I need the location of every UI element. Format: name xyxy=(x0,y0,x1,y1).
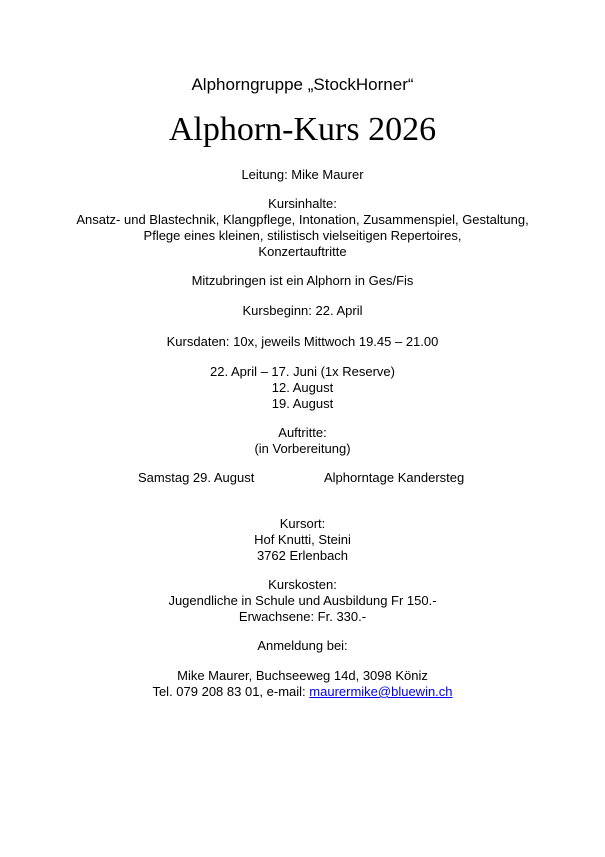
kurskosten-line: Jugendliche in Schule und Ausbildung Fr 150.- xyxy=(168,593,437,608)
kurskosten-heading: Kurskosten: xyxy=(268,577,337,592)
leitung: Leitung: Mike Maurer xyxy=(241,167,364,182)
kursinhalte-heading: Kursinhalte: xyxy=(268,196,337,211)
anmeldung-address: Mike Maurer, Buchseeweg 14d, 3098 Köniz xyxy=(177,668,428,683)
auftritte-note: (in Vorbereitung) xyxy=(254,441,351,456)
group-name: Alphorngruppe „StockHorner“ xyxy=(191,75,414,94)
kursinhalte-line: Ansatz- und Blastechnik, Klangpflege, Intonation, Zusammenspiel, Gestaltung, xyxy=(76,212,529,227)
date-line: 22. April – 17. Juni (1x Reserve) xyxy=(210,364,395,379)
kursinhalte-line: Konzertauftritte xyxy=(258,244,347,259)
anmeldung-contact xyxy=(0,684,605,700)
auftritt-date: Samstag 29. August xyxy=(138,470,255,485)
kursort-line: Hof Knutti, Steini xyxy=(254,532,351,547)
mitzubringen: Mitzubringen ist ein Alphorn in Ges/Fis xyxy=(191,273,414,288)
kursort-line: 3762 Erlenbach xyxy=(256,548,349,563)
auftritt-event: Alphorntage Kandersteg xyxy=(324,470,465,485)
page-title: Alphorn-Kurs 2026 xyxy=(168,111,437,148)
kursinhalte-line: Pflege eines kleinen, stilistisch vielseitigen Repertoires, xyxy=(143,228,462,243)
kursdaten: Kursdaten: 10x, jeweils Mittwoch 19.45 – 21.00 xyxy=(166,334,439,349)
anmeldung-heading: Anmeldung bei: xyxy=(257,638,348,653)
auftritte-heading: Auftritte: xyxy=(278,425,327,440)
kursort-heading: Kursort: xyxy=(279,516,326,531)
date-line: 19. August xyxy=(271,396,334,411)
kurskosten-line: Erwachsene: Fr. 330.- xyxy=(238,609,367,624)
email-link[interactable]: maurermike@bluewin.ch xyxy=(309,684,453,699)
contact-phone: Tel. 079 208 83 01, e-mail: xyxy=(152,684,310,699)
date-line: 12. August xyxy=(271,380,334,395)
kursbeginn: Kursbeginn: 22. April xyxy=(242,303,363,318)
